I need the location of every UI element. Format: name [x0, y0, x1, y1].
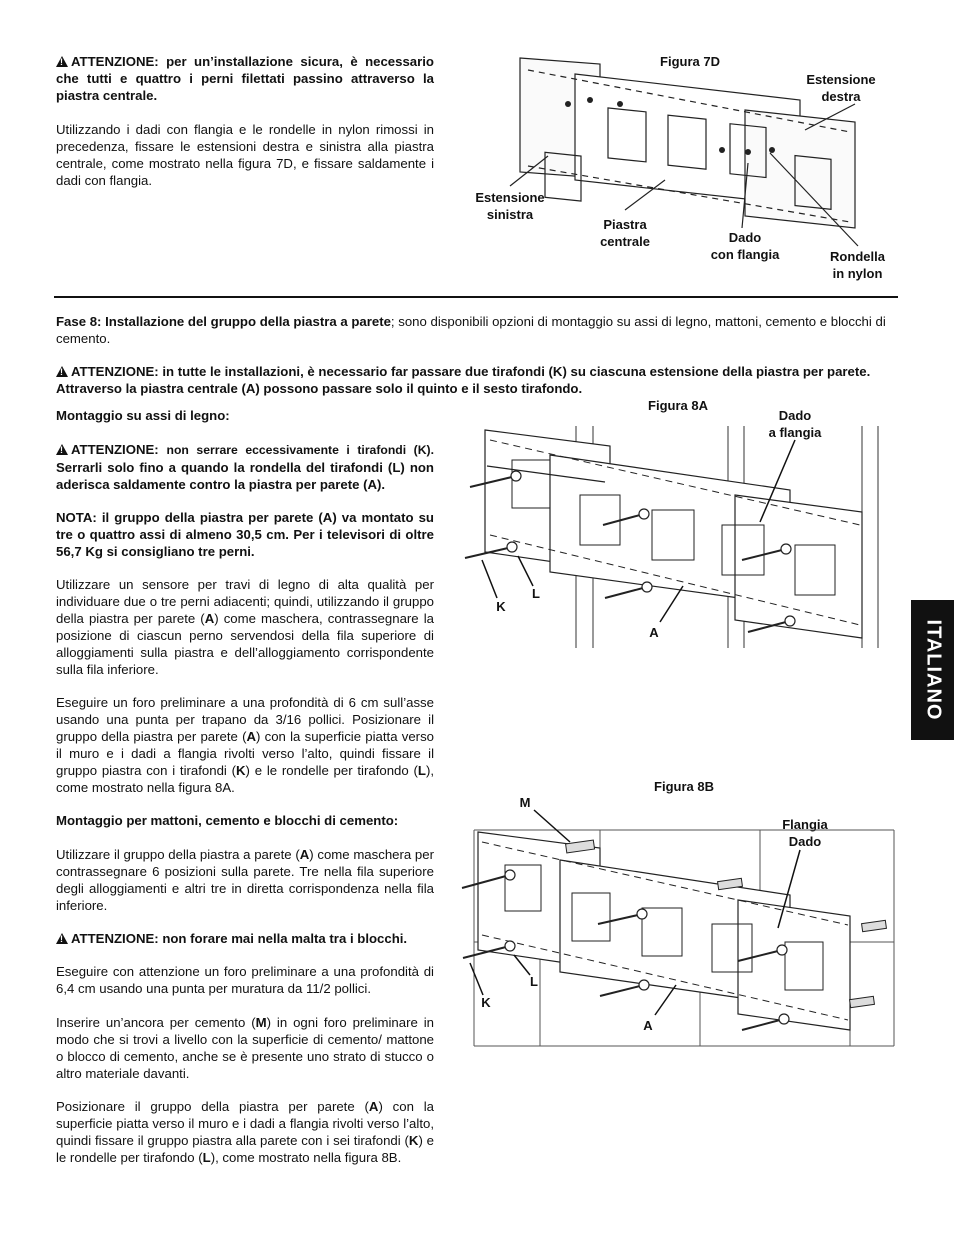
label-l-8b: L	[530, 974, 538, 989]
brick-heading: Montaggio per mattoni, cemento e blocchi di cemento:	[56, 813, 399, 828]
label-right-extension: Estensione destra	[806, 72, 876, 104]
label-m-8b: M	[519, 795, 531, 810]
label-k-8b: K	[481, 995, 491, 1010]
figure-8a-title: Figura 8A	[648, 398, 708, 413]
label-a-8a: A	[649, 625, 659, 640]
figure-7d-title: Figura 7D	[660, 54, 720, 69]
label-nylon-washer: Rondella in nylon	[830, 249, 885, 281]
step8-heading: Fase 8: Installazione del gruppo della piastra a parete; sono disponibili opzioni di montaggio su assi di legno, mattoni, cemento e blocchi di cemento.	[56, 314, 886, 346]
language-tab: ITALIANO	[911, 600, 954, 740]
label-a-8b: A	[643, 1018, 653, 1033]
wood-heading: Montaggio su assi di legno:	[56, 408, 230, 423]
label-flange-nut-8a: Dado a flangia	[768, 408, 822, 440]
label-left-extension: Estensione sinistra	[475, 190, 545, 222]
label-center-plate: Piastra centrale	[600, 217, 650, 249]
brick-warning: !ATTENZIONE: non forare mai nella malta tra i blocchi.	[56, 930, 434, 947]
brick-para-4: Posizionare il gruppo della piastra per parete (A) con la superficie piatta verso il muro e i dadi a flangia rivolti verso l’alto, quindi fissare il gruppo piastra alla parete con i sei tirafondi (K) e le rondelle per tirafondo (L), come mostrato nella figura 8B.	[56, 1099, 435, 1165]
wood-warning: !ATTENZIONE: non serrare eccessivamente i tirafondi (K). Serrarli solo fino a quando la rondella del tirafondi (L) non aderisca saldamente contro la piastra per parete (A).	[56, 441, 434, 493]
step8-warning: !ATTENZIONE: in tutte le installazioni, è necessario far passare due tirafondi (K) su ciascuna estensione della piastra per parete. Attraverso la piastra centrale (A) possono passare solo il quinto e il sesto tirafondo.	[56, 363, 896, 397]
label-k-8a: K	[496, 599, 506, 614]
brick-para-1: Utilizzare il gruppo della piastra a parete (A) come maschera per contrassegnare 6 posizioni sulla parete. Tre nella fila superiore degli alloggiamenti e altri tre in diretta corrispondenza nella fila inferiore.	[56, 847, 434, 913]
figure-8b-title: Figura 8B	[654, 779, 714, 794]
wood-note: NOTA: il gruppo della piastra per parete (A) va montato su tre o quattro assi di almeno 30,5 cm. Per i televisori di oltre 56,7 Kg si consigliano tre perni.	[56, 510, 434, 559]
top-warning: !ATTENZIONE: per un’installazione sicura, è necessario che tutti e quattro i perni filettati passino attraverso la piastra centrale.	[56, 53, 434, 104]
wood-para-2: Eseguire un foro preliminare a una profondità di 6 cm sull’asse usando una punta per trapano da 3/16 pollici. Posizionare il gruppo della piastra per parete (A) con la superficie piatta verso il muro e i dadi a flangia rivolti verso l’alto, quindi fissare il gruppo piastra con i tirafondi (K) e le rondelle per tirafondo (L), come mostrato nella figura 8A.	[56, 695, 435, 795]
top-paragraph: Utilizzando i dadi con flangia e le rondelle in nylon rimossi in precedenza, fissare le estensioni destra e sinistra alla piastra centrale, come mostrato nella figura 7D, e fissare saldamente i dadi con flangia.	[56, 122, 434, 188]
label-flange-nut-8b: Flangia Dado	[782, 817, 828, 849]
wood-para-1: Utilizzare un sensore per travi di legno di alta qualità per individuare due o tre perni adiacenti; quindi, utilizzando il gruppo della piastra per parete (A) come maschera, contrassegnare la posizione di ciascun perno servendosi della fila superiore di alloggiamenti sulla piastra e dell’alloggiamento corrispondente sulla fila inferiore.	[56, 577, 434, 677]
brick-para-3: Inserire un’ancora per cemento (M) in ogni foro preliminare in modo che si trovi a livello con la superficie di cemento/ mattone o blocco di cemento, anche se è presente uno strato di stucco o altro materiale davanti.	[56, 1015, 434, 1081]
label-l-8a: L	[532, 586, 540, 601]
brick-para-2: Eseguire con attenzione un foro preliminare a una profondità di 6,4 cm usando una punta per muratura da 11/2 pollici.	[56, 964, 434, 996]
label-flange-nut: Dado con flangia	[710, 230, 780, 262]
